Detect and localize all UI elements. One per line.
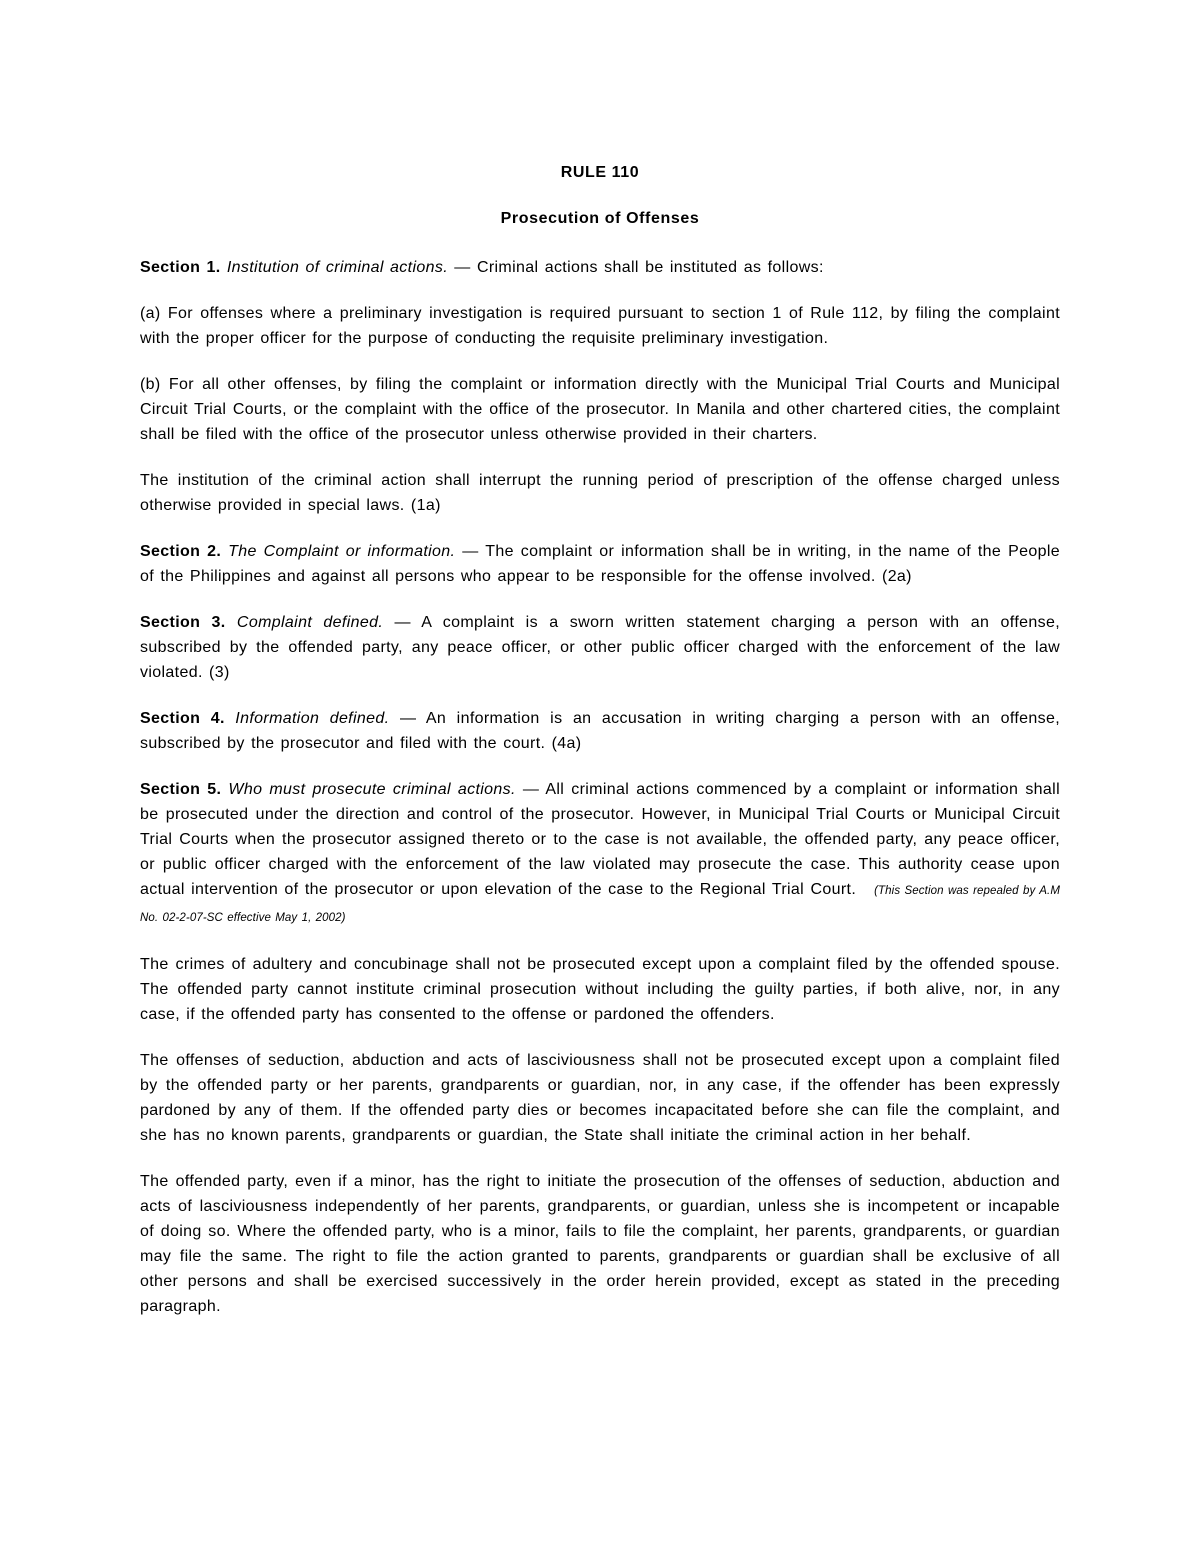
document-paragraph [140, 468, 1060, 518]
paragraph-segment: — Criminal actions shall be instituted as follows: [448, 259, 824, 276]
document-paragraph [140, 372, 1060, 447]
paragraph-segment: Complaint defined. [225, 614, 384, 631]
paragraph-segment: (This Section was repealed by A.M No. 02-2-07-SC effective May 1, 2002) [140, 885, 1061, 924]
document-paragraph [140, 1048, 1060, 1148]
paragraph-segment: Section 1. [140, 259, 221, 276]
paragraph-segment: — An information is an accusation in writing charging a person with an offense, subscribed by the prosecutor and filed with the court. (4a) [140, 710, 1061, 752]
paragraph-segment: — The complaint or information shall be in writing, in the name of the People of the Philippines and against all persons who appear to be responsible for the offense involved. (2a) [140, 543, 1061, 585]
paragraph-segment: Institution of criminal actions. [220, 259, 448, 276]
document-paragraph [140, 777, 1060, 931]
paragraph-segment: Who must prosecute criminal actions. [221, 781, 516, 798]
paragraph-segment: Section 5. [140, 781, 222, 798]
paragraph-segment: The crimes of adultery and concubinage shall not be prosecuted except upon a complaint filed by the offended spouse. The offended party cannot institute criminal prosecution without including the guilty parties, if both alive, nor, in any case, if the offended party has consented to the offense or pardoned the offenders. [140, 956, 1060, 1023]
document-paragraph [140, 706, 1060, 756]
paragraph-segment: (b) For all other offenses, by filing the complaint or information directly with the Municipal Trial Courts and Municipal Circuit Trial Courts, or the complaint with the office of the prosecutor. In Manila and other chartered cities, the complaint shall be filed with the office of the prosecutor unless otherwise provided in their charters. [140, 376, 1060, 443]
paragraph-segment: — A complaint is a sworn written statement charging a person with an offense, subscribed by the offended party, any peace officer, or other public officer charged with the enforcement of the law violated. (3) [140, 614, 1060, 681]
document-paragraph [140, 610, 1060, 685]
paragraph-segment: Section 4. [140, 710, 225, 727]
document-paragraph [140, 1169, 1060, 1319]
paragraph-segment: Section 3. [140, 614, 226, 631]
paragraph-segment: (a) For offenses where a preliminary investigation is required pursuant to section 1 of Rule 112, by filing the complaint with the proper officer for the purpose of conducting the requisite preliminary investigation. [140, 305, 1060, 347]
document-title: RULE 110 [560, 164, 640, 181]
paragraph-segment: The offenses of seduction, abduction and acts of lasciviousness shall not be prosecuted except upon a complaint filed by the offended party or her parents, grandparents or guardian, nor, in any case, if the offender has been expressly pardoned by any of them. If the offended party dies or becomes incapacitated before she can file the complaint, and she has no known parents, grandparents or guardian, the State shall initiate the criminal action in her behalf. [140, 1052, 1060, 1144]
paragraph-segment: — All criminal actions commenced by a complaint or information shall be prosecuted under the direction and control of the prosecutor. However, in Municipal Trial Courts or Municipal Circuit Trial Courts when the prosecutor assigned thereto or to the case is not available, the offended party, any peace officer, or public officer charged with the enforcement of the law violated may prosecute the case. This authority cease upon actual intervention of the prosecutor or upon elevation of the case to the Regional Trial Court. [140, 781, 1060, 898]
paragraph-segment: The institution of the criminal action shall interrupt the running period of prescription of the offense charged unless otherwise provided in special laws. (1a) [140, 472, 1060, 514]
document-paragraph [140, 952, 1060, 1027]
paragraph-segment: Information defined. [224, 710, 390, 727]
document-paragraph [140, 539, 1060, 589]
paragraph-segment: Section 2. [140, 543, 222, 560]
paragraph-segment: The offended party, even if a minor, has the right to initiate the prosecution of the offenses of seduction, abduction and acts of lasciviousness independently of her parents, grandparents, or guardian, unless she is incompetent or incapable of doing so. Where the offended party, who is a minor, fails to file the complaint, her parents, grandparents, or guardian may file the same. The right to file the action granted to parents, grandparents or guardian shall be exclusive of all other persons and shall be exercised successively in the order herein provided, except as stated in the preceding paragraph. [140, 1173, 1060, 1315]
document-paragraph [140, 255, 1060, 280]
document-body [140, 255, 1060, 1319]
document-subtitle: Prosecution of Offenses [500, 210, 700, 227]
document-paragraph [140, 301, 1060, 351]
paragraph-segment: The Complaint or information. [221, 543, 456, 560]
